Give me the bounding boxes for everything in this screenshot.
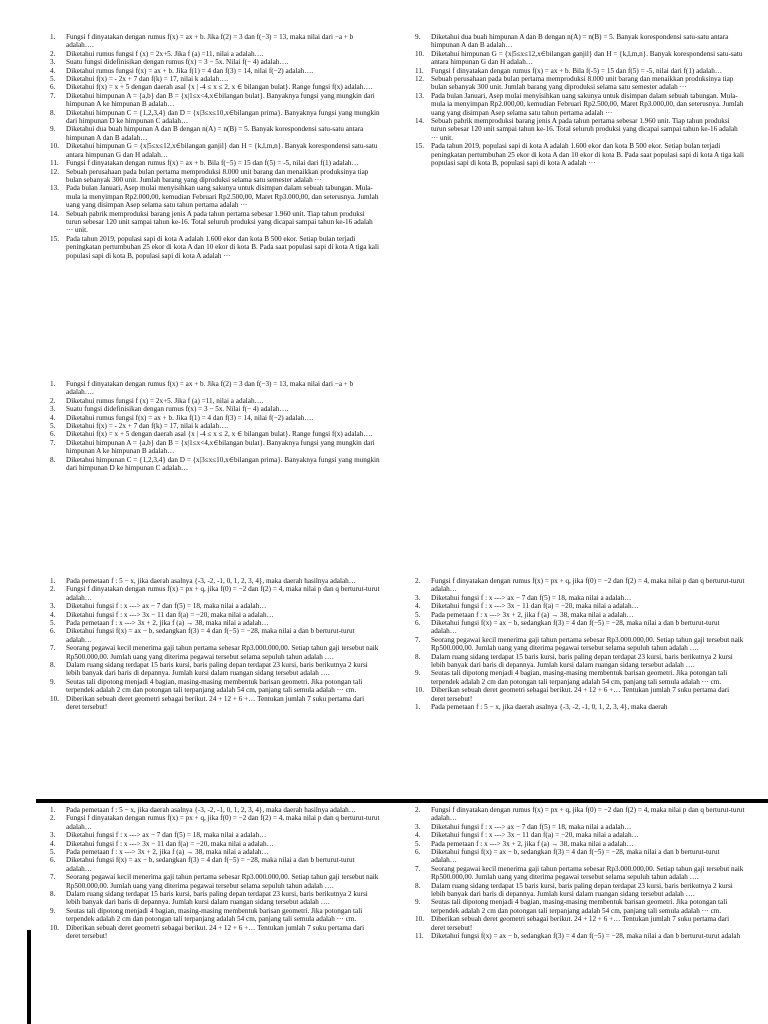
question-item — [50, 83, 380, 91]
question-number: 3. — [50, 602, 56, 611]
question-number: 5. — [50, 848, 56, 857]
question-item — [415, 669, 745, 686]
question-number: 4. — [50, 413, 56, 422]
question-number: 8. — [50, 890, 56, 899]
question-text: Seutas tali dipotong menjadi 4 bagian, masing-masing membentuk barisan geometri. Jika potongan tali terpendek adalah 2 cm dan potongan tali terpanjang adalah 54 cm, panjang tali semula adalah ··· cm. — [431, 898, 728, 915]
question-item — [50, 159, 380, 167]
question-text: Diberikan sebuah deret geometri sebagai berikut. 24 + 12 + 6 +… Tentukan jumlah 7 suku pertama dari deret tersebut! — [431, 686, 730, 703]
question-item — [50, 58, 380, 66]
question-item — [50, 414, 380, 422]
question-number: 4. — [415, 602, 421, 611]
question-text: Diberikan sebuah deret geometri sebagai berikut. 24 + 12 + 6 +… Tentukan jumlah 7 suku pertama dari deret tersebut! — [431, 915, 730, 932]
question-number: 7. — [50, 91, 56, 100]
question-text: Diketahui f(x) = x + 5 dengan daerah asal {x | -4 ≤ x ≤ 2, x ∈ bilangan bulat}. Range fungsi f(x) adalah…. — [66, 430, 373, 439]
question-item — [50, 848, 380, 856]
question-item — [415, 92, 745, 117]
question-text: Sebuah perusahaan pada bulan pertama memproduksi 8.000 unit barang dan menaikkan produksinya tiap bulan sebanyak 300 unit. Jumlah barang yang diproduksi selama satu semester adalah ··· — [431, 75, 734, 92]
question-item — [50, 168, 380, 185]
question-text: Seorang pegawai kecil menerima gaji tahun pertama sebesar Rp3.000.000,00. Setiap tahun gaji tersebut naik Rp500.000,00. Jumlah uang yang diterima pegawai tersebut selama sepuluh tahun adalah …. — [431, 635, 744, 653]
question-number: 10. — [415, 915, 424, 924]
question-number: 8. — [415, 881, 421, 890]
question-list — [50, 33, 380, 260]
question-item — [50, 184, 380, 209]
question-list — [50, 380, 380, 472]
question-number: 6. — [415, 848, 421, 857]
question-item — [50, 439, 380, 456]
question-text: Diketahui himpunan G = {x|5≤x≤12,x∈bilangan ganjil} dan H = {k,l,m,n}. Banyak korespondensi satu-satu antara himpunan G dan H adalah… — [66, 142, 378, 159]
question-text: Pada bulan Januari, Asep mulai menyisihkan uang sakunya untuk disimpan dalam sebuah tabungan. Mula-mula ia menyimpan Rp2.000,00, kemudian Februari Rp2.500,00, Maret Rp3.000,00, dan seterusnya. Jumlah uang yang disimpan Asep selama satu tahun pertama adalah ··· — [66, 184, 379, 210]
question-number: 10. — [415, 49, 424, 58]
question-list — [50, 806, 380, 941]
question-item — [415, 33, 745, 50]
question-number: 6. — [415, 619, 421, 628]
question-text: Fungsi f dinyatakan dengan rumus f(x) = ax + b. Bila f(-5) = 15 dan f(5) = -5, nilai dari f(1) adalah… — [431, 66, 723, 75]
question-item — [50, 67, 380, 75]
question-block-bottom-b-left — [50, 806, 380, 1024]
question-number: 10. — [415, 686, 424, 695]
question-item — [415, 75, 745, 92]
question-number: 7. — [50, 644, 56, 653]
question-item — [415, 915, 745, 932]
question-text: Diketahui rumus fungsi f (x) = 2x+5. Jika f (a) =11, nilai a adalah…. — [66, 396, 264, 405]
question-item — [415, 703, 745, 711]
question-item — [50, 585, 380, 602]
question-item — [50, 33, 380, 50]
question-number: 9. — [415, 898, 421, 907]
question-item — [50, 840, 380, 848]
question-text: Pada pemetaan f : x ---> 3x + 2, jika f (a) → 38, maka nilai a adalah… — [66, 848, 269, 857]
question-item — [415, 653, 745, 670]
question-text: Diketahui dua buah himpunan A dan B dengan n(A) = n(B) = 5. Banyak korespondensi satu-satu antara himpunan A dan B adalah… — [431, 33, 729, 50]
question-item — [50, 678, 380, 695]
question-text: Dalam ruang sidang terdapat 15 baris kursi, baris paling depan terdapat 23 kursi, baris berikutnya 2 kursi lebih banyak dari baris di depannya. Jumlah kursi dalam ruangan sidang tersebut adalah …. — [431, 652, 733, 670]
question-item — [50, 856, 380, 873]
question-number: 3. — [415, 822, 421, 831]
question-item — [50, 907, 380, 924]
question-item — [415, 831, 745, 839]
question-number: 2. — [415, 806, 421, 814]
separator-bar — [36, 799, 768, 803]
question-item — [50, 831, 380, 839]
question-item — [415, 898, 745, 915]
question-text: Diberikan sebuah deret geometri sebagai berikut. 24 + 12 + 6 +… Tentukan jumlah 7 suku pertama dari deret tersebut! — [66, 923, 365, 941]
question-number: 5. — [50, 75, 56, 84]
question-number: 14. — [50, 209, 59, 218]
question-number: 9. — [50, 677, 56, 686]
question-number: 13. — [50, 184, 59, 193]
question-number: 2. — [50, 396, 56, 405]
question-text: Sebuah perusahaan pada bulan pertama memproduksi 8.000 unit barang dan menaikkan produksinya tiap bulan sebanyak 300 unit. Jumlah barang yang diproduksi selama satu semester adalah ··· — [66, 167, 369, 184]
question-item — [415, 686, 745, 703]
question-text: Seorang pegawai kecil menerima gaji tahun pertama sebesar Rp3.000.000,00. Setiap tahun gaji tersebut naik Rp500.000,00. Jumlah uang yang diterima pegawai tersebut selama sepuluh tahun adalah …. — [431, 864, 744, 882]
question-number: 15. — [415, 142, 424, 151]
question-item — [50, 92, 380, 109]
question-text: Diketahui fungsi f : x ---> ax − 7 dan f(5) = 18, maka nilai a adalah… — [431, 822, 632, 831]
question-number: 2. — [50, 49, 56, 58]
question-number: 2. — [50, 585, 56, 594]
question-text: Diketahui dua buah himpunan A dan B dengan n(A) = n(B) = 5. Banyak korespondensi satu-satu antara himpunan A dan B adalah… — [66, 125, 364, 142]
question-text: Diketahui fungsi f(x) = ax − b, sedangkan f(3) = 4 dan f(−5) = −28, maka nilai a dan b berturut-turut adalah… — [66, 627, 355, 644]
question-block-bottom-a-right — [415, 577, 745, 799]
question-number: 5. — [50, 619, 56, 628]
question-number: 8. — [50, 661, 56, 670]
question-text: Pada bulan Januari, Asep mulai menyisihkan uang sakunya untuk disimpan dalam sebuah tabungan. Mula-mula ia menyimpan Rp2.000,00, kemudian Februari Rp2.500,00, Maret Rp3.000,00, dan seterusnya. Jumlah uang yang disimpan Asep selama satu tahun pertama adalah ··· — [431, 91, 744, 117]
question-item — [50, 405, 380, 413]
question-text: Diketahui rumus fungsi f(x) = ax + b. Jika f(1) = 4 dan f(3) = 14, nilai f(−2) adalah…. — [66, 413, 314, 422]
question-number: 13. — [415, 91, 424, 100]
question-text: Diketahui himpunan C = {1,2,3,4} dan D = {x|3≤x≤10,x∈bilangan prima}. Banyaknya fungsi yang mungkin dari himpunan D ke himpunan C adalah… — [66, 108, 380, 126]
left-margin-bar — [27, 930, 31, 1024]
question-number: 7. — [50, 438, 56, 447]
question-item — [50, 125, 380, 142]
question-number: 2. — [415, 577, 421, 585]
question-number: 6. — [50, 430, 56, 439]
question-text: Diketahui rumus fungsi f(x) = ax + b. Jika f(1) = 4 dan f(3) = 14, nilai f(−2) adalah…. — [66, 66, 314, 75]
question-block-bottom-a-left — [50, 577, 380, 712]
question-item — [50, 873, 380, 890]
question-number: 10. — [50, 142, 59, 151]
question-item — [50, 661, 380, 678]
question-item — [50, 210, 380, 235]
question-number: 10. — [50, 694, 59, 703]
question-text: Seutas tali dipotong menjadi 4 bagian, masing-masing membentuk barisan geometri. Jika potongan tali terpendek adalah 2 cm dan potongan tali terpanjang adalah 54 cm, panjang tali semula adalah ··· cm. — [66, 677, 363, 695]
question-item — [50, 142, 380, 159]
question-number: 4. — [415, 831, 421, 840]
question-item — [50, 806, 380, 814]
question-item — [50, 456, 380, 473]
question-block-top-left — [50, 33, 380, 260]
question-text: Diketahui fungsi f(x) = ax − b, sedangkan f(3) = 4 dan f(−5) = −28, maka nilai a dan b berturut-turut adalah… — [431, 619, 720, 636]
question-item — [50, 627, 380, 644]
question-list — [415, 577, 745, 712]
question-text: Diketahui fungsi f : x ---> 3x − 11 dan f(a) = −20, maka nilai a adalah… — [431, 831, 639, 840]
question-text: Sebuah pabrik memproduksi barang jenis A pada tahun pertama sebesar 1.960 unit. Tiap tahun produksi turun sebesar 120 unit sampai tahun ke-16. Total seluruh produksi yang dicapai sampai tahun ke-16 adalah ··· unit. — [66, 209, 373, 235]
question-list — [415, 806, 745, 941]
question-item — [50, 644, 380, 661]
question-item — [50, 890, 380, 907]
question-item — [50, 430, 380, 438]
question-text: Fungsi f dinyatakan dengan rumus f(x) = px + q, jika f(0) = −2 dan f(2) = 4, maka nilai p dan q berturut-turut adalah… — [66, 585, 380, 602]
question-number: 1. — [50, 380, 56, 388]
question-text: Seutas tali dipotong menjadi 4 bagian, masing-masing membentuk barisan geometri. Jika potongan tali terpendek adalah 2 cm dan potongan tali terpanjang adalah 54 cm, panjang tali semula adalah ··· cm. — [66, 906, 363, 924]
question-text: Diketahui fungsi f(x) = ax − b, sedangkan f(3) = 4 dan f(−5) = −28, maka nilai a dan b berturut-turut adalah… — [431, 848, 720, 865]
question-number: 1. — [50, 33, 56, 41]
question-item — [415, 840, 745, 848]
question-number: 1. — [415, 703, 421, 712]
question-text: Seorang pegawai kecil menerima gaji tahun pertama sebesar Rp3.000.000,00. Setiap tahun gaji tersebut naik Rp500.000,00. Jumlah uang yang diterima pegawai tersebut selama sepuluh tahun adalah …. — [66, 873, 379, 890]
question-number: 11. — [50, 159, 59, 168]
question-item — [415, 823, 745, 831]
question-item — [50, 814, 380, 831]
question-text: Pada pemetaan f : x ---> 3x + 2, jika f (a) → 38, maka nilai a adalah… — [431, 610, 634, 619]
question-number: 9. — [415, 669, 421, 678]
question-item — [415, 882, 745, 899]
question-number: 3. — [415, 593, 421, 602]
question-number: 4. — [50, 839, 56, 848]
question-text: Pada tahun 2019, populasi sapi di kota A adalah 1.600 ekor dan kota B 500 ekor. Setiap bulan terjadi peningkatan pertumbuhan 25 ekor di kota A dan 10 ekor di kota B. Pada saat populasi sapi di kota A tiga kali populasi sapi di kota B, populasi sapi di kota A adalah ··· — [431, 142, 744, 168]
question-number: 5. — [50, 422, 56, 431]
question-item — [415, 50, 745, 67]
question-item — [415, 865, 745, 882]
question-number: 1. — [50, 577, 56, 585]
question-item — [415, 577, 745, 594]
question-item — [50, 924, 380, 941]
question-text: Seorang pegawai kecil menerima gaji tahun pertama sebesar Rp3.000.000,00. Setiap tahun gaji tersebut naik Rp500.000,00. Jumlah uang yang diterima pegawai tersebut selama sepuluh tahun adalah …. — [66, 644, 379, 661]
question-text: Diketahui fungsi f(x) = ax − b, sedangkan f(3) = 4 dan f(−5) = −28, maka nilai a dan b berturut-turut adalah — [431, 932, 741, 941]
question-text: Fungsi f dinyatakan dengan rumus f(x) = ax + b. Bila f(−5) = 15 dan f(5) = -5, nilai dari f(1) adalah… — [66, 159, 359, 168]
question-block-top-right — [415, 33, 745, 168]
question-text: Diketahui rumus fungsi f (x) = 2x+5. Jika f (a) =11, nilai a adalah…. — [66, 49, 264, 58]
question-text: Diketahui himpunan G = {x|5≤x≤12,x∈bilangan ganjil} dan H = {k,l,m,n}. Banyak korespondensi satu-satu antara himpunan G dan H adalah… — [431, 49, 743, 67]
question-text: Dalam ruang sidang terdapat 15 baris kursi, baris paling depan terdapat 23 kursi, baris berikutnya 2 kursi lebih banyak dari baris di depannya. Jumlah kursi dalam ruangan sidang tersebut adalah …. — [66, 890, 368, 907]
question-number: 10. — [50, 923, 59, 932]
question-item — [415, 848, 745, 865]
question-text: Diketahui himpunan A = {a,b} dan B = {x|1≤x<4,x∈bilangan bulat}. Banyaknya fungsi yang mungkin dari himpunan A ke himpunan B adalah… — [66, 438, 375, 456]
question-text: Fungsi f dinyatakan dengan rumus f(x) = px + q, jika f(0) = −2 dan f(2) = 4, maka nilai p dan q berturut-turut adalah… — [431, 577, 745, 594]
question-item — [415, 67, 745, 75]
question-block-bottom-b-right — [415, 806, 745, 1024]
question-text: Diketahui f(x) = x + 5 dengan daerah asal {x | -4 ≤ x ≤ 2, x ∈ bilangan bulat}. Range fungsi f(x) adalah…. — [66, 83, 373, 92]
question-text: Fungsi f dinyatakan dengan rumus f(x) = ax + b. Jika f(2) = 3 dan f(−3) = 13, maka nilai dari −a + b adalah…. — [66, 33, 354, 50]
question-number: 8. — [50, 108, 56, 117]
question-number: 12. — [415, 75, 424, 84]
question-number: 5. — [415, 610, 421, 619]
question-number: 8. — [415, 652, 421, 661]
question-item — [50, 75, 380, 83]
question-text: Dalam ruang sidang terdapat 15 baris kursi, baris paling depan terdapat 23 kursi, baris berikutnya 2 kursi lebih banyak dari baris di depannya. Jumlah kursi dalam ruangan sidang tersebut adalah …. — [431, 881, 733, 899]
question-number: 3. — [50, 405, 56, 414]
question-text: Diketahui f(x) = - 2x + 7 dan f(k) = 17, nilai k adalah…. — [66, 75, 229, 84]
question-item — [415, 142, 745, 167]
question-item — [50, 602, 380, 610]
question-number: 4. — [50, 610, 56, 619]
question-number: 5. — [415, 839, 421, 848]
question-number: 6. — [50, 83, 56, 92]
question-text: Fungsi f dinyatakan dengan rumus f(x) = ax + b. Jika f(2) = 3 dan f(−3) = 13, maka nilai dari −a + b adalah…. — [66, 380, 354, 397]
question-item — [50, 695, 380, 712]
question-item — [415, 636, 745, 653]
question-number: 7. — [415, 864, 421, 873]
question-item — [50, 50, 380, 58]
question-number: 9. — [50, 906, 56, 915]
question-number: 2. — [50, 814, 56, 823]
question-item — [415, 619, 745, 636]
question-number: 12. — [50, 167, 59, 176]
question-item — [415, 602, 745, 610]
question-item — [50, 619, 380, 627]
question-number: 7. — [50, 873, 56, 882]
question-text: Diketahui fungsi f : x ---> ax − 7 dan f(5) = 18, maka nilai a adalah… — [66, 602, 267, 611]
question-number: 9. — [50, 125, 56, 134]
question-text: Pada pemetaan f : 5 − x, jika daerah asalnya {-3, -2, -1, 0, 1, 2, 3, 4}, maka daerah hasilnya adalah… — [66, 806, 356, 814]
question-text: Pada pemetaan f : x ---> 3x + 2, jika f (a) → 38, maka nilai a adalah… — [431, 839, 634, 848]
question-text: Diketahui fungsi f : x ---> ax − 7 dan f(5) = 18, maka nilai a adalah… — [66, 831, 267, 840]
question-text: Fungsi f dinyatakan dengan rumus f(x) = px + q, jika f(0) = −2 dan f(2) = 4, maka nilai p dan q berturut-turut adalah… — [431, 806, 745, 823]
question-item — [50, 577, 380, 585]
question-text: Diketahui fungsi f : x ---> ax − 7 dan f(5) = 18, maka nilai a adalah… — [431, 593, 632, 602]
question-number: 6. — [50, 856, 56, 865]
question-number: 3. — [50, 831, 56, 840]
question-number: 6. — [50, 627, 56, 636]
question-number: 11. — [415, 66, 424, 75]
question-number: 7. — [415, 635, 421, 644]
question-item — [415, 117, 745, 142]
question-number: 1. — [50, 806, 56, 814]
question-item — [415, 932, 745, 940]
question-item — [415, 611, 745, 619]
question-number: 9. — [415, 33, 421, 41]
question-text: Diketahui f(x) = - 2x + 7 dan f(k) = 17, nilai k adalah…. — [66, 422, 229, 431]
question-text: Diketahui himpunan A = {a,b} dan B = {x|1≤x<4,x∈bilangan bulat}. Banyaknya fungsi yang mungkin dari himpunan A ke himpunan B adalah… — [66, 91, 375, 109]
question-item — [50, 235, 380, 260]
question-item — [415, 806, 745, 823]
question-text: Sebuah pabrik memproduksi barang jenis A pada tahun pertama sebesar 1.960 unit. Tiap tahun produksi turun sebesar 120 unit sampai tahun ke-16. Total seluruh produksi yang dicapai sampai tahun ke-16 adalah ··· unit. — [431, 117, 738, 142]
question-number: 4. — [50, 66, 56, 75]
question-item — [50, 380, 380, 397]
question-text: Dalam ruang sidang terdapat 15 baris kursi, baris paling depan terdapat 23 kursi, baris berikutnya 2 kursi lebih banyak dari baris di depannya. Jumlah kursi dalam ruangan sidang tersebut adalah …. — [66, 661, 368, 678]
question-item — [50, 611, 380, 619]
question-text: Diketahui fungsi f : x ---> 3x − 11 dan f(a) = −20, maka nilai a adalah… — [431, 602, 639, 611]
question-list — [50, 577, 380, 712]
question-text: Pada pemetaan f : x ---> 3x + 2, jika f (a) → 38, maka nilai a adalah… — [66, 619, 269, 628]
question-item — [50, 422, 380, 430]
question-text: Suatu fungsi didefinisikan dengan rumus f(x) = 3 − 5x. Nilai f(− 4) adalah…. — [66, 58, 289, 67]
question-list — [415, 33, 745, 168]
question-text: Pada pemetaan f : 5 − x, jika daerah asalnya {-3, -2, -1, 0, 1, 2, 3, 4}, maka daerah — [431, 703, 668, 712]
question-text: Fungsi f dinyatakan dengan rumus f(x) = px + q, jika f(0) = −2 dan f(2) = 4, maka nilai p dan q berturut-turut adalah… — [66, 814, 380, 831]
question-number: 8. — [50, 455, 56, 464]
question-text: Diketahui himpunan C = {1,2,3,4} dan D = {x|3≤x≤10,x∈bilangan prima}. Banyaknya fungsi yang mungkin dari himpunan D ke himpunan C adalah… — [66, 455, 380, 473]
question-block-middle-left — [50, 380, 380, 472]
question-number: 15. — [50, 234, 59, 243]
question-item — [415, 594, 745, 602]
question-text: Diketahui fungsi f : x ---> 3x − 11 dan f(a) = −20, maka nilai a adalah… — [66, 839, 274, 848]
question-text: Diketahui fungsi f : x ---> 3x − 11 dan f(a) = −20, maka nilai a adalah… — [66, 610, 274, 619]
question-text: Diberikan sebuah deret geometri sebagai berikut. 24 + 12 + 6 +… Tentukan jumlah 7 suku pertama dari deret tersebut! — [66, 694, 365, 712]
question-text: Suatu fungsi didefinisikan dengan rumus f(x) = 3 − 5x. Nilai f(− 4) adalah…. — [66, 405, 289, 414]
question-number: 14. — [415, 117, 424, 126]
question-number: 3. — [50, 58, 56, 67]
question-text: Pada pemetaan f : 5 − x, jika daerah asalnya {-3, -2, -1, 0, 1, 2, 3, 4}, maka daerah hasilnya adalah… — [66, 577, 356, 585]
question-number: 11. — [415, 932, 424, 941]
question-item — [50, 397, 380, 405]
question-text: Pada tahun 2019, populasi sapi di kota A adalah 1.600 ekor dan kota B 500 ekor. Setiap bulan terjadi peningkatan pertumbuhan 25 ekor di kota A dan 10 ekor di kota B. Pada saat populasi sapi di kota A tiga kali populasi sapi di kota B, populasi sapi di kota A adalah ··· — [66, 234, 379, 260]
question-item — [50, 109, 380, 126]
question-text: Seutas tali dipotong menjadi 4 bagian, masing-masing membentuk barisan geometri. Jika potongan tali terpendek adalah 2 cm dan potongan tali terpanjang adalah 54 cm, panjang tali semula adalah ··· cm. — [431, 669, 728, 686]
question-text: Diketahui fungsi f(x) = ax − b, sedangkan f(3) = 4 dan f(−5) = −28, maka nilai a dan b berturut-turut adalah… — [66, 856, 355, 873]
